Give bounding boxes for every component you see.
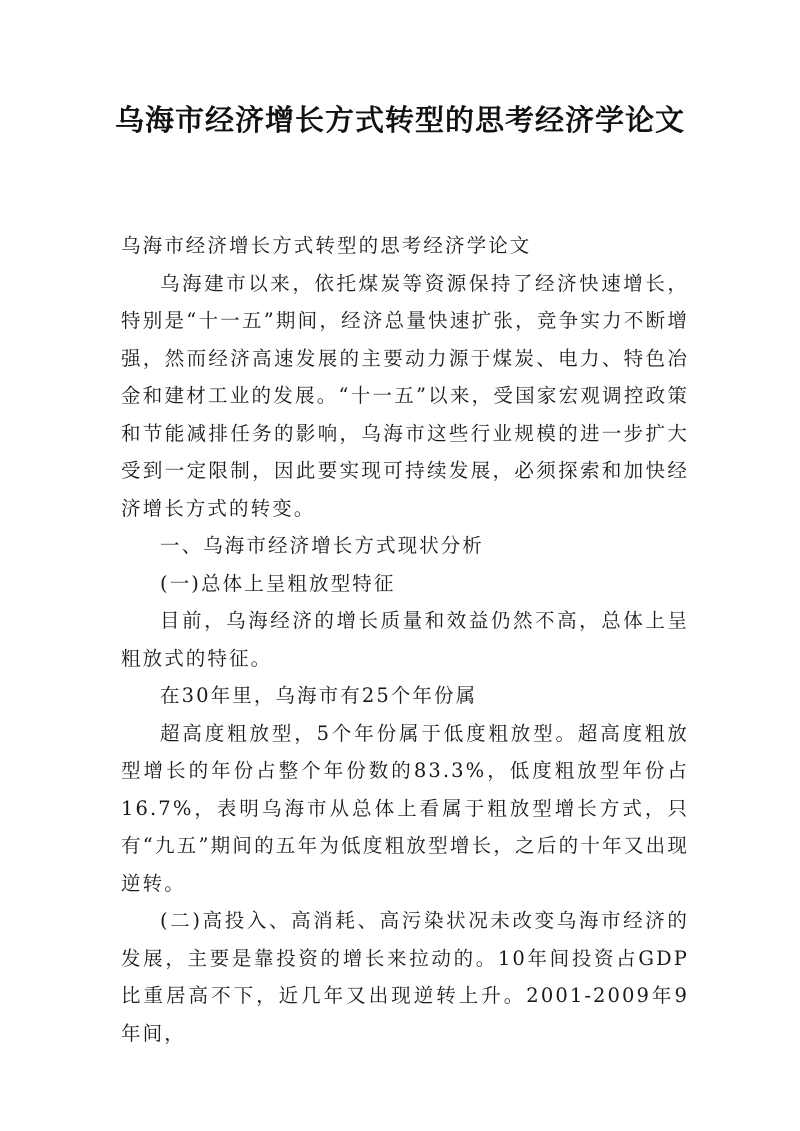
- document-title: 乌海市经济增长方式转型的思考经济学论文: [114, 103, 685, 137]
- paragraph-extensive-growth: 超高度粗放型，5个年份属于低度粗放型。超高度粗放型增长的年份占整个年份数的83.3%，低度粗放型年份占16.7%，表明乌海市从总体上看属于粗放型增长方式，只有“九五”期间的五年为低度粗放型增长，之后的十年又出现逆转。: [121, 721, 689, 895]
- paragraph-thirty-years: 在30年里，乌海市有25个年份属: [160, 684, 478, 707]
- subsection-heading-1: (一)总体上呈粗放型特征: [160, 571, 396, 595]
- paragraph-current-status: 目前，乌海经济的增长质量和效益仍然不高，总体上呈粗放式的特征。: [121, 609, 689, 670]
- section-heading-1: 一、乌海市经济增长方式现状分析: [160, 534, 485, 557]
- document-subtitle: 乌海市经济增长方式转型的思考经济学论文: [121, 234, 532, 257]
- document-body: [121, 227, 689, 1052]
- paragraph-high-input: (二)高投入、高消耗、高污染状况未改变乌海市经济的发展，主要是靠投资的增长来拉动的。10年间投资占GDP比重居高不下，近几年又出现逆转上升。2001-2009年9年间，: [121, 909, 689, 1045]
- paragraph-intro: 乌海建市以来，依托煤炭等资源保持了经济快速增长，特别是“十一五”期间，经济总量快速扩张，竞争实力不断增强，然而经济高速发展的主要动力源于煤炭、电力、特色冶金和建材工业的发展。“十一五”以来，受国家宏观调控政策和节能减排任务的影响，乌海市这些行业规模的进一步扩大受到一定限制，因此要实现可持续发展，必须探索和加快经济增长方式的转变。: [121, 271, 689, 520]
